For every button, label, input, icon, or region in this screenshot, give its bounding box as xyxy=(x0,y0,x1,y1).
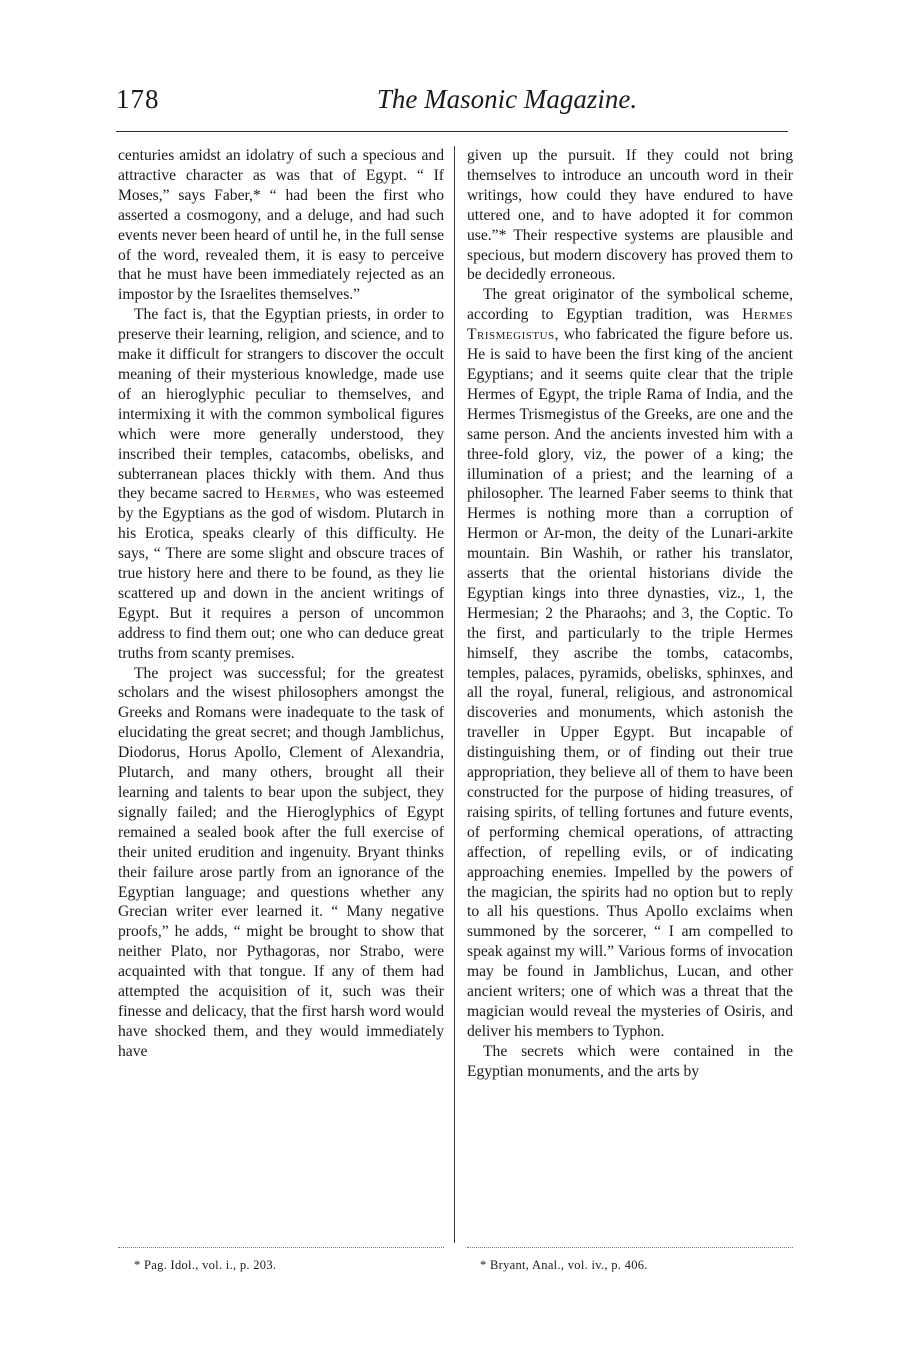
right-column xyxy=(467,146,793,1082)
running-title: The Masonic Magazine. xyxy=(376,84,638,114)
page-number: 178 xyxy=(116,84,160,114)
left-paragraph-2 xyxy=(118,305,444,663)
left-column xyxy=(118,146,444,1062)
hermes-small-caps: Hermes xyxy=(264,485,316,503)
column-divider xyxy=(454,146,455,1243)
right-paragraph-3: The secrets which were contained in the Egyptian monuments, and the arts by xyxy=(467,1042,793,1080)
hermes-trismegistus-small-caps: Hermes Trismegistus xyxy=(467,306,793,344)
left-paragraph-2-text-b: , who was esteemed by the Egyptians as the god of wisdom. Plutarch in his Erotica, speaks clearly of this difficulty. He says, “ There are some slight and obscure traces of true history here and there to be found, as they lie scattered up and down in the ancient writings of Egypt. But it requires a person of uncommon address to find them out; one who can deduce great truths from scanty premises. xyxy=(118,485,444,662)
right-paragraph-1: given up the pursuit. If they could not bring themselves to introduce an uncouth word in their writings, how could they have endured to have uttered one, and to have adopted it for common use.”* Their respective systems are plausible and specious, but modern discovery has proved them to be decidedly erroneous. xyxy=(467,147,793,284)
left-paragraph-2-text-a: The fact is, that the Egyptian priests, in order to preserve their learning, religion, and science, and to make it difficult for strangers to discover the occult meaning of their mysterious knowledge, made use of an hieroglyphic peculiar to themselves, and intermixing it with the common symbolical figures which were more generally understood, they inscribed their temples, catacombs, obelisks, and subterranean places thickly with them. And thus they became sacred to xyxy=(118,306,444,503)
left-footnote: * Pag. Idol., vol. i., p. 203. xyxy=(134,1258,277,1272)
left-footnote-rule xyxy=(118,1247,444,1248)
right-footnote: * Bryant, Anal., vol. iv., p. 406. xyxy=(480,1258,648,1272)
left-paragraph-3: The project was successful; for the greatest scholars and the wisest philosophers amongst the Greeks and Romans were inadequate to the task of elucidating the great secret; and though Jamblichus, Diodorus, Horus Apollo, Clement of Alexandria, Plutarch, and many others, brought all their learning and talents to bear upon the subject, they signally failed; and the Hieroglyphics of Egypt remained a sealed book after the full exercise of their united erudition and ingenuity. Bryant thinks their failure arose partly from an ignorance of the Egyptian language; and questions whether any Grecian writer ever learned it. “ Many negative proofs,” he adds, “ might be brought to show that neither Plato, nor Pythagoras, nor Strabo, were acquainted with that tongue. If any of them had attempted the acquisition of it, such was their finesse and delicacy, that the first harsh word would have shocked them, and they would immediately have xyxy=(118,664,444,1060)
right-paragraph-2-text-a: The great originator of the symbolical scheme, according to Egyptian tradition, was xyxy=(467,286,793,324)
right-footnote-rule xyxy=(467,1247,793,1248)
page-header xyxy=(116,84,788,120)
left-paragraph-1: centuries amidst an idolatry of such a specious and attractive character as was that of Egypt. “ If Moses,” says Faber,* “ had been the first who asserted a cosmogony, and a deluge, and had such events never been heard of until he, in the full sense of the word, revealed them, it is easy to perceive that he must have been immediately rejected as an impostor by the Israelites themselves.” xyxy=(118,147,444,304)
header-rule xyxy=(116,131,788,132)
right-paragraph-2-text-b: , who fabricated the figure before us. He is said to have been the first king of the ancient Egyptians; and it seems quite clear that the triple Hermes of Egypt, the triple Rama of India, and the Hermes Trismegistus of the Greeks, are one and the same person. And the ancients invested him with a three-fold glory, viz, the power of a king; the illumination of a priest; and the learning of a philosopher. The learned Faber seems to think that Hermes is nothing more than a corruption of Hermon or Ar-mon, the deity of the Lunari-arkite mountain. Bin Washih, or rather his translator, asserts that the oriental historians divide the Egyptian kings into three dynasties, viz., 1, the Hermesian; 2 the Pharaohs; and 3, the Coptic. To the first, and particularly to the triple Hermes himself, they ascribe the tombs, catacombs, temples, palaces, pyramids, obelisks, sphinxes, and all the royal, funeral, religious, and astronomical discoveries and monuments, which astonish the traveller in Upper Egypt. But incapable of distinguishing them, or of finding out their true appropriation, they believe all of them to have been constructed for the purpose of hiding treasures, of raising spirits, of telling fortunes and future events, of performing chemical operations, of attracting affection, of repelling evils, or of indicating approaching enemies. Impelled by the powers of the magician, the spirits had no option but to reply to all his questions. Thus Apollo exclaims when summoned by the sorcerer, “ I am compelled to speak against my will.” Various forms of invocation may be found in Jamblichus, Lucan, and other ancient writers; one of which was a threat that the magician would reveal the mysteries of Osiris, and deliver his members to Typhon. xyxy=(467,326,793,1040)
right-paragraph-2 xyxy=(467,285,793,1041)
